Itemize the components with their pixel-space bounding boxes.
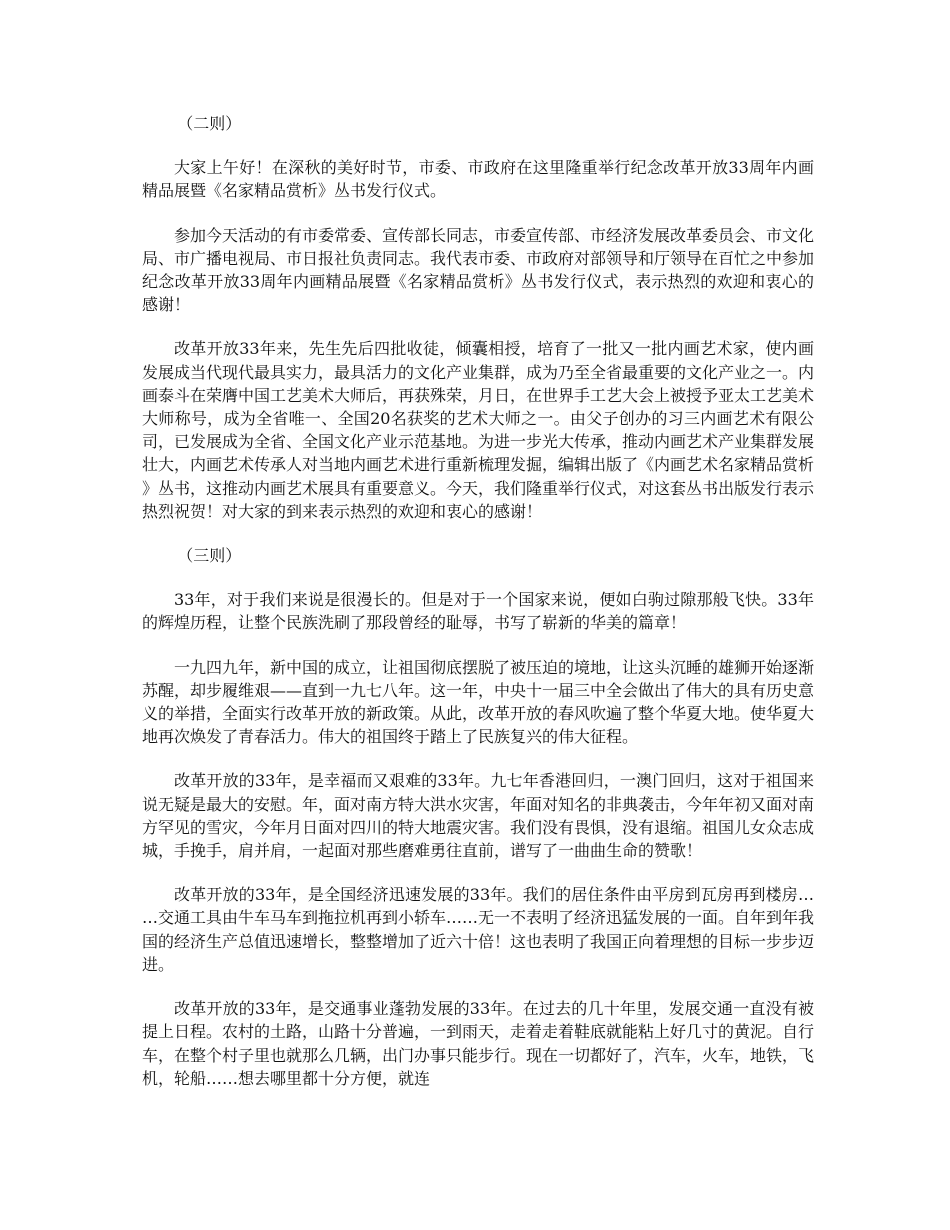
- paragraph: 33年，对于我们来说是很漫长的。但是对于一个国家来说，便如白驹过隙那般飞快。33年的辉煌历程，让整个民族洗刷了那段曾经的耻辱，书写了崭新的华美的篇章！: [142, 590, 814, 633]
- paragraph: 一九四九年，新中国的成立，让祖国彻底摆脱了被压迫的境地，让这头沉睡的雄狮开始逐渐苏醒，却步履维艰——直到一九七八年。这一年，中央十一届三中全会做出了伟大的具有历史意义的举措，全面实行改革开放的新政策。从此，改革开放的春风吹遍了整个华夏大地。使华夏大地再次焕发了青春活力。伟大的祖国终于踏上了民族复兴的伟大征程。: [142, 657, 815, 747]
- paragraph: 大家上午好！在深秋的美好时节，市委、市政府在这里隆重举行纪念改革开放33周年内画精品展暨《名家精品赏析》丛书发行仪式。: [142, 158, 814, 201]
- section-title: （三则）: [177, 546, 242, 566]
- paragraph: 改革开放33年来，先生先后四批收徒，倾囊相授，培育了一批又一批内画艺术家，使内画发展成当代现代最具实力，最具活力的文化产业集群，成为乃至全省最重要的文化产业之一。内画泰斗在荣膺中国工艺美术大师后，再获殊荣，月日，在世界手工艺大会上被授予亚太工艺美术大师称号，成为全省唯一、全国20名获奖的艺术大师之一。由父子创办的习三内画艺术有限公司，已发展成为全省、全国文化产业示范基地。为进一步光大传承，推动内画艺术产业集群发展壮大，内画艺术传承人对当地内画艺术进行重新梳理发掘，编辑出版了《内画艺术名家精品赏析》丛书，这推动内画艺术展具有重要意义。今天，我们隆重举行仪式，对这套丛书出版发行表示热烈祝贺！对大家的到来表示热烈的欢迎和衷心的感谢！: [142, 339, 815, 521]
- paragraph: 改革开放的33年，是幸福而又艰难的33年。九七年香港回归，一澳门回归，这对于祖国来说无疑是最大的安慰。年，面对南方特大洪水灾害，年面对知名的非典袭击，今年年初又面对南方罕见的雪灾，今年月日面对四川的特大地震灾害。我们没有畏惧，没有退缩。祖国儿女众志成城，手挽手，肩并肩，一起面对那些磨难勇往直前，谱写了一曲曲生命的赞歌！: [142, 771, 815, 861]
- section-third: [142, 544, 814, 1090]
- paragraph: 改革开放的33年，是交通事业蓬勃发展的33年。在过去的几十年里，发展交通一直没有被提上日程。农村的土路，山路十分普遍，一到雨天，走着走着鞋底就能粘上好几寸的黄泥。自行车，在整个村子里也就那么几辆，出门办事只能步行。现在一切都好了，汽车，火车，地铁，飞机，轮船……想去哪里都十分方便，就连: [142, 999, 815, 1088]
- paragraph: 参加今天活动的有市委常委、宣传部长同志，市委宣传部、市经济发展改革委员会、市文化局、市广播电视局、市日报社负责同志。我代表市委、市政府对部领导和厅领导在百忙之中参加纪念改革开放33周年内画精品展暨《名家精品赏析》丛书发行仪式，表示热烈的欢迎和衷心的感谢！: [142, 225, 815, 315]
- paragraph: 改革开放的33年，是全国经济迅速发展的33年。我们的居住条件由平房到瓦房再到楼房……交通工具由牛车马车到拖拉机再到小轿车……无一不表明了经济迅猛发展的一面。自年到年我国的经济生产总值迅速增长，整整增加了近六十倍！这也表明了我国正向着理想的目标一步步迈进。: [142, 885, 815, 974]
- document-page: [142, 112, 814, 1111]
- section-second: [142, 112, 814, 523]
- section-title: （二则）: [177, 114, 242, 133]
